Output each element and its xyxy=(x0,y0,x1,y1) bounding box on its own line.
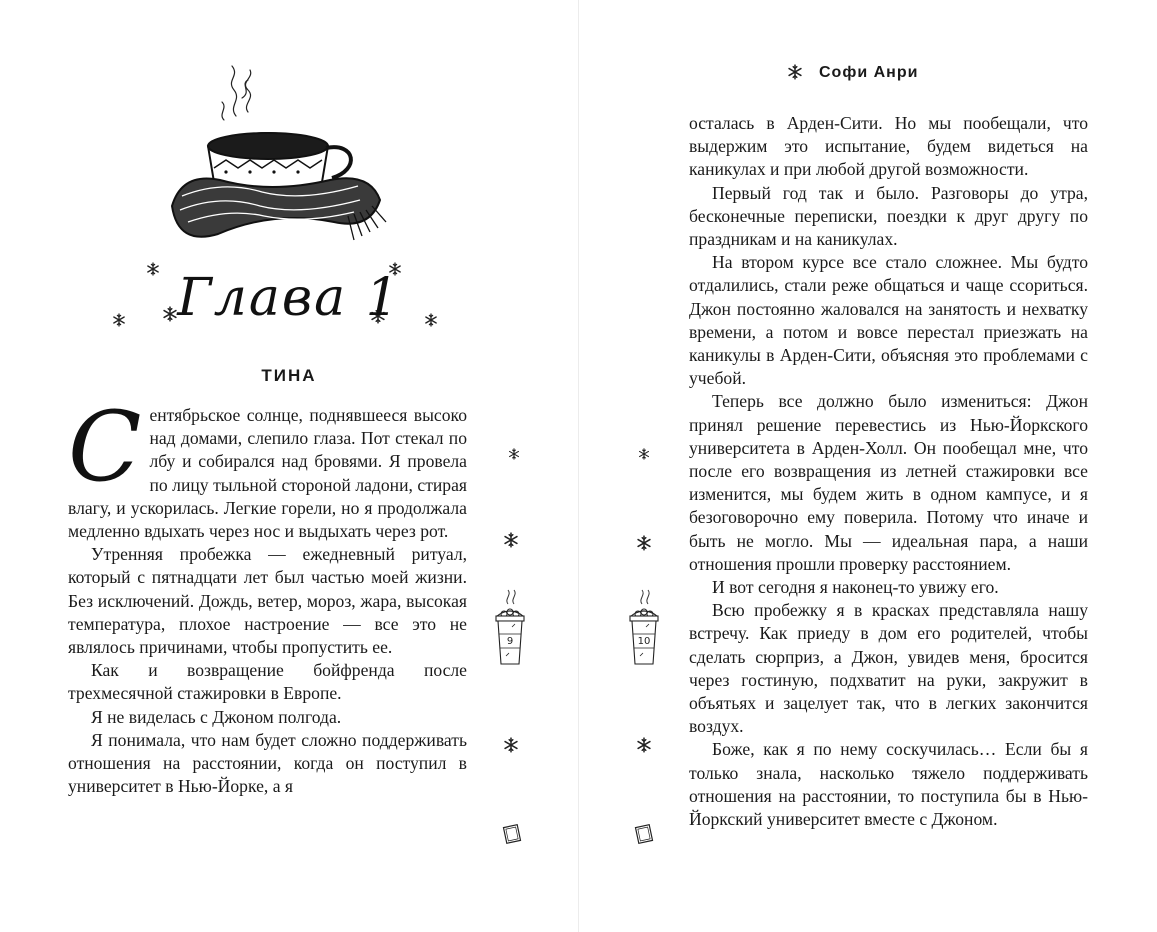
snowflake-icon xyxy=(503,737,519,753)
right-page xyxy=(579,0,1157,932)
paragraph: Первый год так и было. Разговоры до утра, бесконечные переписки, поездки к друг другу по праздникам и на каникулах. xyxy=(689,182,1088,250)
coffee-cup-icon xyxy=(624,584,664,694)
snowflake-icon xyxy=(638,448,650,460)
page-number: 9 xyxy=(506,636,514,647)
paragraph: Утренняя пробежка — ежедневный ритуал, который с пятнадцати лет был частью моей жизни. Без исключений. Дождь, ветер, мороз, жара, высокая температура, плохое настроение — все это не являлось причинами, чтобы пропустить ее. xyxy=(68,544,467,658)
left-body-text xyxy=(68,391,467,798)
paragraph: И вот сегодня я наконец-то увижу его. xyxy=(712,577,999,598)
snowflake-icon xyxy=(508,448,520,460)
paragraph: Боже, как я по нему соскучилась… Если бы я только знала, насколько тяжело поддерживать отношения на расстоянии, то поступила бы в Нью-Йоркский университет вместе с Джоном. xyxy=(689,739,1088,830)
chapter-title: Глава 1 xyxy=(177,268,401,328)
snowflake-icon xyxy=(636,535,652,551)
paragraph: осталась в Арден-Сити. Но мы пообещали, что выдержим это испытание, будем видеться на каникулах и при любой другой возможности. xyxy=(689,113,1088,180)
chapter-subtitle: ТИНА xyxy=(261,366,317,385)
snowflake-icon xyxy=(636,737,652,753)
running-head-author: Софи Анри xyxy=(819,64,919,81)
book-icon xyxy=(632,822,656,846)
coffee-cup-icon xyxy=(490,584,530,694)
paragraph: Всю пробежку я в красках представляла нашу встречу. Как приеду в дом его родителей, чтобы сделать сюрприз, а Джон, увидев меня, бросится через гостиную, подхватит на руки, закружит в объятьях и зацелует так, что в легких закончится воздух. xyxy=(689,600,1088,737)
coffee-cup-scarf-illustration xyxy=(158,46,398,246)
paragraph: На втором курсе все стало сложнее. Мы будто отдалились, стали реже общаться и чаще ссориться. Джон постоянно жаловался на занятость и нехватку времени, а потом и вовсе перестал приезжать на каникулы в Арден-Сити, объясняя это проблемами с учебой. xyxy=(689,252,1088,389)
right-body-text xyxy=(689,112,1088,831)
paragraph: Сентябрьское солнце, поднявшееся высоко над домами, слепило глаза. Пот стекал по лбу и собирался над бровями. Я провела по лицу тыльной стороной ладони, стирая влагу, и ускорилась. Легкие горели, но я продолжала медленно вдыхать через нос и выдыхать через рот. xyxy=(68,391,467,542)
snowflake-icon xyxy=(503,532,519,548)
drop-cap: С xyxy=(68,391,142,503)
paragraph: Я не виделась с Джоном полгода. xyxy=(91,706,342,727)
paragraph: Как и возвращение бойфренда после трехмесячной стажировки в Европе. xyxy=(68,660,467,704)
paragraph: Теперь все должно было измениться: Джон принял решение перевестись из Нью-Йоркского университета в Арден-Холл. Он пообещал мне, что после его возвращения из летней стажировки все изменится, мы будем жить в одном кампусе, и я безоговорочно ему поверила. Потому что иначе и быть не могло. Мы — идеальная пара, а наши отношения прошли проверку расстоянием. xyxy=(689,391,1088,574)
book-icon xyxy=(500,822,524,846)
page-number: 10 xyxy=(637,636,651,647)
snowflake-icon xyxy=(787,64,803,80)
paragraph: Я понимала, что нам будет сложно поддерживать отношения на расстоянии, когда он поступил в университет в Нью-Йорке, а я xyxy=(68,729,467,797)
left-page xyxy=(0,0,578,932)
